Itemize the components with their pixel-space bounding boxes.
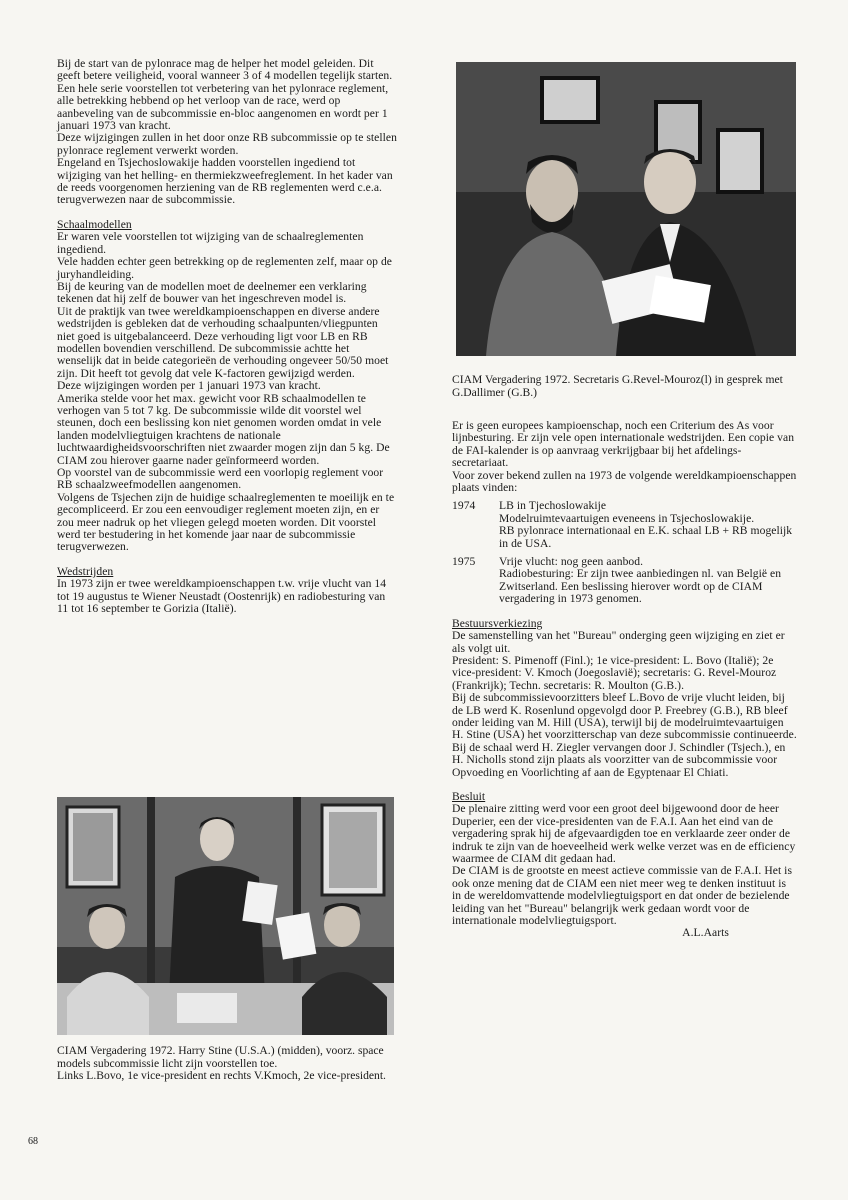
schedule-text [499,500,797,550]
section-heading-bestuursverkiezing: Bestuursverkiezing [452,616,543,630]
schedule-entry-1975 [452,556,797,606]
schedule-line: RB pylonrace internationaal en E.K. schaal LB + RB mogelijk in de USA. [499,524,793,550]
meeting-photo-revel-mouroz-dallimer [456,62,796,356]
left-column [57,58,397,615]
section-heading-wedstrijden: Wedstrijden [57,564,114,578]
paragraph: In 1973 zijn er twee wereldkampioenschappen t.w. vrije vlucht van 14 tot 19 augustus te Wiener Neustadt (Oostenrijk) en radiobesturing van 11 tot 16 september te Gorizia (Italië). [57,577,387,616]
author-signature: A.L.Aarts [682,926,729,940]
section-heading-schaalmodellen: Schaalmodellen [57,217,132,231]
paragraph: Amerika stelde voor het max. gewicht voor RB schaalmodellen te verhogen van 5 tot 7 kg. De subcommissie wilde dit voorstel wel steunen, doch een beslissing kon niet genomen worden omdat in vele landen modelvliegtuigen krachtens de nationale luchtwaardigheidsvoorschriften niet zwaarder mogen zijn dan 5 kg. De CIAM zou hierover gaarne nader geïnformeerd worden. [57,391,390,467]
schedule-text [499,556,797,606]
photo-illustration [57,797,394,1035]
caption-line: CIAM Vergadering 1972. Harry Stine (U.S.A.) (midden), voorz. space models subcommissie licht zijn voorstellen toe. [57,1044,384,1070]
paragraph: President: S. Pimenoff (Finl.); 1e vice-president: L. Bovo (Italië); 2e vice-president: V. Kmoch (Joegoslavië); secretaris: G. Revel-Mouroz (Frankrijk); Techn. secretaris: R. Moulton (G.B.). [452,653,777,692]
meeting-photo-harry-stine [57,797,394,1035]
paragraph: Deze wijzigingen zullen in het door onze RB subcommissie op te stellen pylonrace reglement verwerkt worden. [57,131,397,157]
paragraph: Vele hadden echter geen betrekking op de reglementen zelf, maar op de juryhandleiding. [57,255,393,281]
schedule-line: Radiobesturing: Er zijn twee aanbiedingen nl. van België en Zwitserland. Een beslissing hierover wordt op de CIAM vergadering in 1973 genomen. [499,567,782,606]
paragraph: Voor zover bekend zullen na 1973 de volgende wereldkampioenschappen plaats vinden: [452,468,797,495]
paragraph: Engeland en Tsjechoslowakije hadden voorstellen ingediend tot wijziging van het helling- en thermiekzweefreglement. In het kader van de reeds voorgenomen herziening van de RB reglementen werd c.e.a. terugverwezen naar de subcommissie. [57,156,393,207]
page-number: 68 [28,1136,38,1147]
section-heading-besluit: Besluit [452,789,486,803]
paragraph: Er waren vele voorstellen tot wijziging van de schaalreglementen ingediend. [57,230,364,256]
paragraph: Deze wijzigingen worden per 1 januari 1973 van kracht. [57,379,321,393]
paragraph: De plenaire zitting werd voor een groot deel bijgewoond door de heer Duperier, een der vice-presidenten van de F.A.I. Aan het eind van de vergadering sprak hij de afgevaardigden toe en verklaarde zeer onder de indruk te zijn van de hoeveelheid werk welke verzet was en de efficiency waarmee de CIAM dit gedaan had. [452,802,796,865]
schedule-year: 1974 [452,499,476,513]
paragraph: De CIAM is de grootste en meest actieve commissie van de F.A.I. Het is ook onze mening dat de CIAM een niet meer weg te denken instituut is in de wereldomvattende modelvliegtuigsport en dat onder de bezielende leiding van het "Bureau" belangrijk werk gedaan wordt voor de internationale modelvliegtuigsport. [452,864,793,928]
paragraph: Volgens de Tsjechen zijn de huidige schaalreglementen te moeilijk en te gecompliceerd. Er zou een eenvoudiger reglement moeten zijn, en er zou meer nadruk op het vliegen gelegd moeten worden. Dit voorstel werd ter bestudering in het komende jaar naar de subcommissie terugverwezen. [57,490,395,554]
paragraph: Bij de subcommissievoorzitters bleef L.Bovo de vrije vlucht leiden, bij de LB werd K. Rosenlund opgevolgd door P. Freebrey (G.B.), RB bleef onder leiding van M. Hill (USA), terwijl bij de modelruimtevaartuigen H. Stine (USA) het voorzitterschap van deze subcommissie continueerde. Bij de schaal werd H. Ziegler vervangen door J. Schindler (Tsjech.), en H. Nicholls stond zijn plaats als voorzitter van de subcommissie voor Opvoeding en Voorlichting af aan de Egyptenaar El Chiati. [452,691,797,779]
paragraph: Een hele serie voorstellen tot verbetering van het pylonrace reglement, alle betrekking hebbend op het verloop van de race, werd op aanbeveling van de subcommissie en-bloc aangenomen en wordt per 1 januari 1973 van kracht. [57,81,389,133]
photo-caption-right: CIAM Vergadering 1972. Secretaris G.Revel-Mouroz(l) in gesprek met G.Dallimer (G.B.) [452,373,783,399]
schedule-year: 1975 [452,555,476,569]
photo-illustration [456,62,796,356]
paragraph: Uit de praktijk van twee wereldkampioenschappen en diverse andere wedstrijden is gebleken dat de verhouding schaalpunten/vliegpunten niet goed is uitgebalanceerd. Deze verhouding ligt voor LB en RB modellen bovendien verschillend. De subcommissie achtte het wenselijk dat in beide categorieën de verhouding ongeveer 50/50 moet zijn. Dit heeft tot gevolg dat vele K-factoren gewijzigd werden. [57,304,389,380]
schedule-line: Modelruimtevaartuigen eveneens in Tsjechoslowakije. [499,511,755,525]
schedule-line: Vrije vlucht: nog geen aanbod. [499,555,644,569]
paragraph: Bij de keuring van de modellen moet de deelnemer een verklaring tekenen dat hij zelf de bouwer van het ingeschreven model is. [57,279,367,306]
caption-line: Links L.Bovo, 1e vice-president en rechts V.Kmoch, 2e vice-president. [57,1069,386,1083]
paragraph: Bij de start van de pylonrace mag de helper het model geleiden. Dit geeft betere veiligheid, vooral wanneer 3 of 4 modellen tegelijk starten. [57,57,393,83]
right-column [452,420,797,940]
paragraph: Op voorstel van de subcommissie werd een voorlopig reglement voor RB schaalzweefmodellen aangenomen. [57,466,384,492]
schedule-line: LB in Tjechoslowakije [499,499,607,513]
schedule-entry-1974 [452,500,797,550]
paragraph: Er is geen europees kampioenschap, noch een Criterium des As voor lijnbesturing. Er zijn vele open internationale wedstrijden. Een copie van de FAI-kalender is op aanvraag verkrijgbaar bij het afdelings-secretariaat. [452,419,795,470]
photo-caption-left [57,1045,402,1083]
paragraph: De samenstelling van het "Bureau" onderging geen wijziging en ziet er als volgt uit. [452,629,785,655]
